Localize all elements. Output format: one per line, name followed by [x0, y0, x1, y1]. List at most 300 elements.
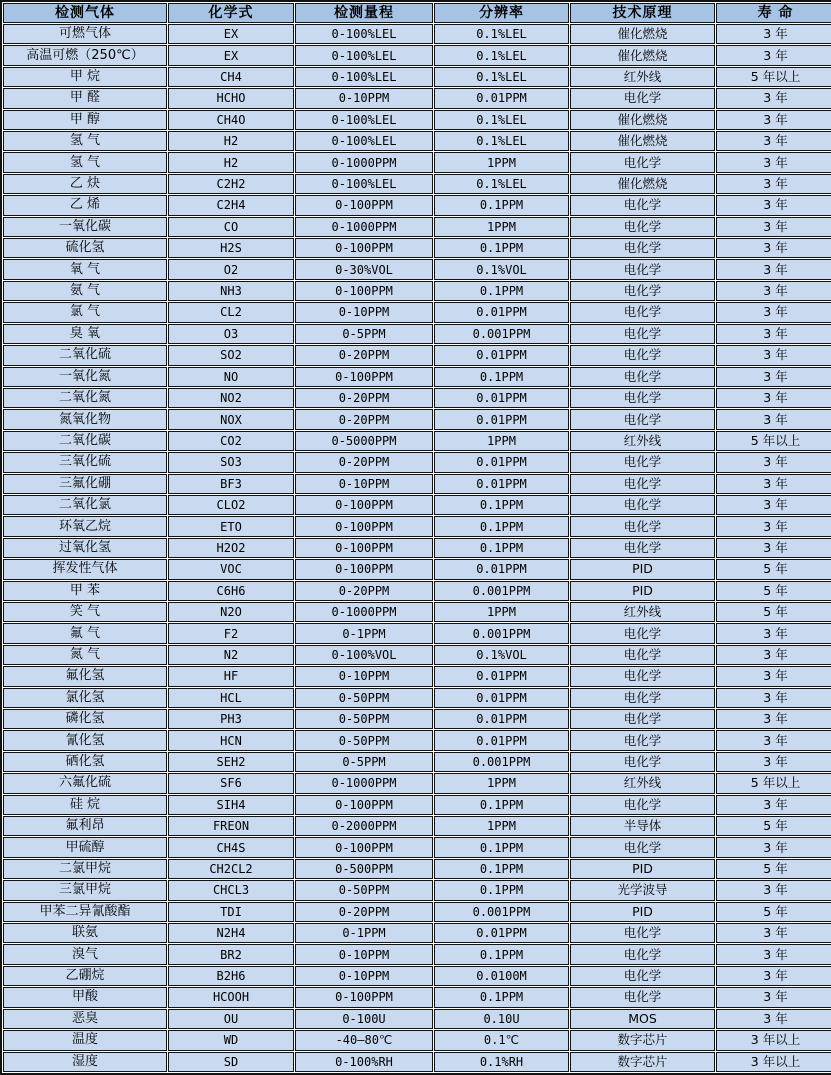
cell-technology: 电化学	[570, 752, 715, 772]
table-row	[3, 452, 831, 472]
cell-technology: 电化学	[570, 966, 715, 986]
cell-gas-name: 溴气	[3, 944, 167, 964]
cell-technology: 电化学	[570, 259, 715, 279]
cell-technology: 数字芯片	[570, 1052, 715, 1073]
table-row	[3, 88, 831, 108]
cell-detection-range: 0-20PPM	[295, 902, 433, 922]
cell-resolution: 0.1PPM	[434, 859, 569, 879]
cell-technology: 电化学	[570, 709, 715, 729]
cell-lifespan: 3 年	[716, 302, 831, 322]
cell-gas-name: 硒化氢	[3, 752, 167, 772]
table-row	[3, 666, 831, 686]
cell-chemical-formula: OU	[168, 1009, 294, 1029]
cell-technology: 电化学	[570, 388, 715, 408]
cell-chemical-formula: EX	[168, 45, 294, 65]
cell-resolution: 0.001PPM	[434, 902, 569, 922]
cell-lifespan: 3 年	[716, 623, 831, 643]
cell-lifespan: 3 年	[716, 666, 831, 686]
cell-detection-range: 0-100%LEL	[295, 131, 433, 151]
cell-lifespan: 3 年	[716, 730, 831, 750]
cell-resolution: 0.1PPM	[434, 516, 569, 536]
table-row	[3, 987, 831, 1007]
cell-lifespan: 3 年	[716, 24, 831, 44]
cell-technology: 电化学	[570, 645, 715, 665]
cell-gas-name: 二氧化氮	[3, 388, 167, 408]
cell-gas-name: 氟 气	[3, 623, 167, 643]
cell-chemical-formula: SIH4	[168, 795, 294, 815]
table-row	[3, 816, 831, 836]
cell-gas-name: 氮氧化物	[3, 409, 167, 429]
table-row	[3, 709, 831, 729]
table-row	[3, 880, 831, 900]
cell-lifespan: 3 年	[716, 645, 831, 665]
cell-resolution: 0.1PPM	[434, 538, 569, 558]
cell-lifespan: 3 年	[716, 88, 831, 108]
cell-lifespan: 3 年	[716, 281, 831, 301]
cell-resolution: 0.1PPM	[434, 880, 569, 900]
cell-lifespan: 3 年	[716, 217, 831, 237]
cell-chemical-formula: CLO2	[168, 495, 294, 515]
cell-lifespan: 3 年	[716, 837, 831, 857]
table-row	[3, 795, 831, 815]
cell-gas-name: 湿度	[3, 1052, 167, 1073]
table-row	[3, 152, 831, 172]
cell-gas-name: 硅 烷	[3, 795, 167, 815]
cell-technology: 电化学	[570, 302, 715, 322]
table-row	[3, 238, 831, 258]
cell-resolution: 0.001PPM	[434, 324, 569, 344]
cell-technology: 电化学	[570, 324, 715, 344]
cell-chemical-formula: NH3	[168, 281, 294, 301]
table-row	[3, 559, 831, 579]
cell-lifespan: 3 年	[716, 238, 831, 258]
cell-resolution: 0.01PPM	[434, 345, 569, 365]
table-row	[3, 24, 831, 44]
cell-detection-range: 0-20PPM	[295, 452, 433, 472]
table-row	[3, 623, 831, 643]
cell-chemical-formula: CO	[168, 217, 294, 237]
cell-chemical-formula: FREON	[168, 816, 294, 836]
cell-gas-name: 氧 气	[3, 259, 167, 279]
table-row	[3, 302, 831, 322]
cell-gas-name: 甲 烷	[3, 67, 167, 87]
cell-lifespan: 3 年	[716, 195, 831, 215]
cell-lifespan: 3 年	[716, 110, 831, 130]
cell-detection-range: 0-1000PPM	[295, 602, 433, 622]
cell-detection-range: 0-1000PPM	[295, 773, 433, 793]
cell-resolution: 0.1PPM	[434, 944, 569, 964]
cell-resolution: 0.1PPM	[434, 238, 569, 258]
table-row	[3, 367, 831, 387]
cell-gas-name: 六氟化硫	[3, 773, 167, 793]
cell-detection-range: 0-100U	[295, 1009, 433, 1029]
cell-chemical-formula: CO2	[168, 431, 294, 451]
cell-detection-range: 0-500PPM	[295, 859, 433, 879]
cell-lifespan: 3 年	[716, 795, 831, 815]
cell-detection-range: -40—80℃	[295, 1030, 433, 1050]
table-row	[3, 474, 831, 494]
cell-technology: 催化燃烧	[570, 45, 715, 65]
cell-technology: 电化学	[570, 516, 715, 536]
cell-chemical-formula: C2H4	[168, 195, 294, 215]
cell-detection-range: 0-100%LEL	[295, 174, 433, 194]
cell-gas-name: 恶臭	[3, 1009, 167, 1029]
cell-chemical-formula: CL2	[168, 302, 294, 322]
cell-detection-range: 0-10PPM	[295, 302, 433, 322]
cell-gas-name: 三氧化硫	[3, 452, 167, 472]
cell-resolution: 0.1PPM	[434, 987, 569, 1007]
cell-technology: 催化燃烧	[570, 131, 715, 151]
cell-technology: 电化学	[570, 474, 715, 494]
cell-chemical-formula: NOX	[168, 409, 294, 429]
cell-detection-range: 0-5PPM	[295, 752, 433, 772]
cell-gas-name: 挥发性气体	[3, 559, 167, 579]
cell-resolution: 0.1%LEL	[434, 67, 569, 87]
table-row	[3, 581, 831, 601]
cell-gas-name: 三氟化硼	[3, 474, 167, 494]
cell-lifespan: 3 年	[716, 516, 831, 536]
cell-chemical-formula: N2	[168, 645, 294, 665]
cell-detection-range: 0-1PPM	[295, 923, 433, 943]
cell-lifespan: 5 年	[716, 859, 831, 879]
cell-lifespan: 3 年	[716, 880, 831, 900]
cell-resolution: 0.1%LEL	[434, 110, 569, 130]
cell-chemical-formula: HCN	[168, 730, 294, 750]
table-row	[3, 217, 831, 237]
cell-technology: 数字芯片	[570, 1030, 715, 1050]
cell-gas-name: 氯化氢	[3, 688, 167, 708]
cell-chemical-formula: ETO	[168, 516, 294, 536]
cell-gas-name: 氢 气	[3, 152, 167, 172]
cell-technology: 电化学	[570, 217, 715, 237]
column-header-chemical-formula: 化学式	[168, 3, 294, 23]
cell-resolution: 0.0100M	[434, 966, 569, 986]
cell-resolution: 1PPM	[434, 773, 569, 793]
cell-chemical-formula: N2H4	[168, 923, 294, 943]
cell-gas-name: 甲酸	[3, 987, 167, 1007]
cell-chemical-formula: EX	[168, 24, 294, 44]
table-row	[3, 195, 831, 215]
cell-detection-range: 0-10PPM	[295, 966, 433, 986]
cell-resolution: 0.001PPM	[434, 752, 569, 772]
cell-chemical-formula: BR2	[168, 944, 294, 964]
cell-lifespan: 3 年	[716, 538, 831, 558]
cell-technology: PID	[570, 559, 715, 579]
cell-resolution: 0.1PPM	[434, 281, 569, 301]
cell-technology: 电化学	[570, 730, 715, 750]
table-row	[3, 688, 831, 708]
table-row	[3, 345, 831, 365]
cell-chemical-formula: TDI	[168, 902, 294, 922]
cell-resolution: 0.01PPM	[434, 452, 569, 472]
cell-lifespan: 3 年	[716, 1009, 831, 1029]
table-row	[3, 110, 831, 130]
cell-resolution: 0.1%LEL	[434, 45, 569, 65]
cell-detection-range: 0-100%LEL	[295, 45, 433, 65]
cell-technology: 电化学	[570, 88, 715, 108]
cell-technology: 电化学	[570, 195, 715, 215]
cell-resolution: 1PPM	[434, 602, 569, 622]
cell-detection-range: 0-100PPM	[295, 367, 433, 387]
table-row	[3, 431, 831, 451]
cell-technology: 电化学	[570, 409, 715, 429]
cell-lifespan: 3 年	[716, 452, 831, 472]
cell-resolution: 0.01PPM	[434, 88, 569, 108]
cell-detection-range: 0-100PPM	[295, 238, 433, 258]
cell-lifespan: 5 年	[716, 602, 831, 622]
table-row	[3, 944, 831, 964]
cell-resolution: 0.01PPM	[434, 388, 569, 408]
cell-gas-name: 氰化氢	[3, 730, 167, 750]
cell-gas-name: 一氧化碳	[3, 217, 167, 237]
column-header-technology: 技术原理	[570, 3, 715, 23]
cell-technology: MOS	[570, 1009, 715, 1029]
cell-gas-name: 联氨	[3, 923, 167, 943]
cell-detection-range: 0-100%RH	[295, 1052, 433, 1073]
cell-chemical-formula: O2	[168, 259, 294, 279]
cell-lifespan: 3 年	[716, 966, 831, 986]
cell-lifespan: 3 年	[716, 987, 831, 1007]
cell-gas-name: 硫化氢	[3, 238, 167, 258]
cell-lifespan: 3 年	[716, 474, 831, 494]
cell-chemical-formula: CH4S	[168, 837, 294, 857]
cell-lifespan: 3 年	[716, 409, 831, 429]
cell-lifespan: 3 年	[716, 259, 831, 279]
cell-lifespan: 3 年	[716, 174, 831, 194]
cell-detection-range: 0-100%VOL	[295, 645, 433, 665]
cell-lifespan: 3 年	[716, 688, 831, 708]
cell-resolution: 0.1PPM	[434, 837, 569, 857]
cell-lifespan: 5 年	[716, 581, 831, 601]
cell-gas-name: 氟化氢	[3, 666, 167, 686]
cell-gas-name: 二氯甲烷	[3, 859, 167, 879]
table-row	[3, 773, 831, 793]
cell-lifespan: 3 年	[716, 367, 831, 387]
cell-gas-name: 可燃气体	[3, 24, 167, 44]
cell-detection-range: 0-1000PPM	[295, 217, 433, 237]
table-row	[3, 730, 831, 750]
table-row	[3, 45, 831, 65]
table-row	[3, 645, 831, 665]
cell-detection-range: 0-20PPM	[295, 581, 433, 601]
cell-lifespan: 3 年	[716, 709, 831, 729]
cell-detection-range: 0-5000PPM	[295, 431, 433, 451]
cell-technology: 电化学	[570, 238, 715, 258]
cell-detection-range: 0-100PPM	[295, 795, 433, 815]
cell-lifespan: 5 年	[716, 902, 831, 922]
cell-detection-range: 0-2000PPM	[295, 816, 433, 836]
cell-chemical-formula: CH2CL2	[168, 859, 294, 879]
cell-gas-name: 乙 烯	[3, 195, 167, 215]
cell-gas-name: 甲苯二异氰酸酯	[3, 902, 167, 922]
table-row	[3, 131, 831, 151]
table-row	[3, 837, 831, 857]
cell-detection-range: 0-20PPM	[295, 388, 433, 408]
table-row	[3, 409, 831, 429]
cell-chemical-formula: VOC	[168, 559, 294, 579]
cell-resolution: 0.1%LEL	[434, 24, 569, 44]
table-row	[3, 281, 831, 301]
cell-lifespan: 5 年以上	[716, 67, 831, 87]
cell-chemical-formula: BF3	[168, 474, 294, 494]
cell-resolution: 0.01PPM	[434, 302, 569, 322]
cell-resolution: 0.1%VOL	[434, 645, 569, 665]
cell-lifespan: 3 年	[716, 345, 831, 365]
cell-chemical-formula: HCHO	[168, 88, 294, 108]
cell-technology: 催化燃烧	[570, 24, 715, 44]
cell-technology: 电化学	[570, 367, 715, 387]
table-row	[3, 538, 831, 558]
cell-chemical-formula: PH3	[168, 709, 294, 729]
cell-resolution: 0.1PPM	[434, 495, 569, 515]
cell-detection-range: 0-30%VOL	[295, 259, 433, 279]
cell-lifespan: 5 年以上	[716, 431, 831, 451]
cell-resolution: 0.1PPM	[434, 795, 569, 815]
cell-detection-range: 0-100%LEL	[295, 24, 433, 44]
cell-chemical-formula: SD	[168, 1052, 294, 1073]
cell-detection-range: 0-50PPM	[295, 880, 433, 900]
cell-lifespan: 3 年	[716, 388, 831, 408]
cell-detection-range: 0-100PPM	[295, 516, 433, 536]
column-header-detection-range: 检测量程	[295, 3, 433, 23]
cell-chemical-formula: C6H6	[168, 581, 294, 601]
cell-technology: 电化学	[570, 987, 715, 1007]
column-header-lifespan: 寿 命	[716, 3, 831, 23]
cell-gas-name: 二氧化氯	[3, 495, 167, 515]
cell-gas-name: 环氧乙烷	[3, 516, 167, 536]
cell-gas-name: 笑 气	[3, 602, 167, 622]
cell-chemical-formula: NO2	[168, 388, 294, 408]
cell-chemical-formula: O3	[168, 324, 294, 344]
cell-resolution: 0.01PPM	[434, 666, 569, 686]
cell-gas-name: 臭 氧	[3, 324, 167, 344]
cell-resolution: 0.1PPM	[434, 367, 569, 387]
cell-technology: 电化学	[570, 944, 715, 964]
cell-chemical-formula: HF	[168, 666, 294, 686]
cell-resolution: 0.01PPM	[434, 730, 569, 750]
cell-lifespan: 3 年	[716, 152, 831, 172]
cell-technology: PID	[570, 859, 715, 879]
cell-technology: 半导体	[570, 816, 715, 836]
cell-chemical-formula: WD	[168, 1030, 294, 1050]
table-row	[3, 923, 831, 943]
cell-lifespan: 3 年	[716, 495, 831, 515]
cell-gas-name: 二氧化硫	[3, 345, 167, 365]
cell-detection-range: 0-10PPM	[295, 666, 433, 686]
cell-technology: 催化燃烧	[570, 110, 715, 130]
cell-technology: 红外线	[570, 773, 715, 793]
cell-technology: 电化学	[570, 623, 715, 643]
cell-gas-name: 乙 炔	[3, 174, 167, 194]
table-row	[3, 67, 831, 87]
cell-resolution: 0.1%LEL	[434, 174, 569, 194]
cell-chemical-formula: H2O2	[168, 538, 294, 558]
cell-resolution: 0.01PPM	[434, 409, 569, 429]
cell-resolution: 1PPM	[434, 431, 569, 451]
cell-lifespan: 5 年	[716, 559, 831, 579]
cell-lifespan: 3 年以上	[716, 1030, 831, 1050]
cell-detection-range: 0-50PPM	[295, 730, 433, 750]
cell-detection-range: 0-10PPM	[295, 944, 433, 964]
table-row	[3, 752, 831, 772]
cell-technology: 电化学	[570, 666, 715, 686]
cell-technology: 电化学	[570, 795, 715, 815]
table-row	[3, 1030, 831, 1050]
cell-gas-name: 过氧化氢	[3, 538, 167, 558]
cell-chemical-formula: HCL	[168, 688, 294, 708]
cell-gas-name: 温度	[3, 1030, 167, 1050]
cell-gas-name: 甲硫醇	[3, 837, 167, 857]
cell-detection-range: 0-1000PPM	[295, 152, 433, 172]
table-row	[3, 859, 831, 879]
cell-chemical-formula: B2H6	[168, 966, 294, 986]
cell-detection-range: 0-50PPM	[295, 688, 433, 708]
cell-resolution: 0.1℃	[434, 1030, 569, 1050]
cell-lifespan: 3 年以上	[716, 1052, 831, 1073]
table-row	[3, 1009, 831, 1029]
cell-detection-range: 0-10PPM	[295, 88, 433, 108]
cell-resolution: 0.01PPM	[434, 688, 569, 708]
cell-chemical-formula: HCOOH	[168, 987, 294, 1007]
cell-technology: 催化燃烧	[570, 174, 715, 194]
cell-resolution: 1PPM	[434, 816, 569, 836]
cell-gas-name: 氢 气	[3, 131, 167, 151]
cell-technology: 电化学	[570, 923, 715, 943]
cell-lifespan: 3 年	[716, 923, 831, 943]
cell-technology: 红外线	[570, 67, 715, 87]
cell-gas-name: 磷化氢	[3, 709, 167, 729]
column-header-gas-name: 检测气体	[3, 3, 167, 23]
table-row	[3, 324, 831, 344]
cell-resolution: 0.01PPM	[434, 474, 569, 494]
cell-technology: 电化学	[570, 281, 715, 301]
cell-gas-name: 一氧化氮	[3, 367, 167, 387]
cell-technology: PID	[570, 581, 715, 601]
cell-chemical-formula: CHCL3	[168, 880, 294, 900]
cell-resolution: 0.10U	[434, 1009, 569, 1029]
cell-chemical-formula: C2H2	[168, 174, 294, 194]
cell-resolution: 0.01PPM	[434, 559, 569, 579]
cell-lifespan: 3 年	[716, 324, 831, 344]
cell-detection-range: 0-20PPM	[295, 345, 433, 365]
cell-detection-range: 0-100PPM	[295, 495, 433, 515]
cell-gas-name: 二氧化碳	[3, 431, 167, 451]
cell-chemical-formula: SF6	[168, 773, 294, 793]
cell-technology: 电化学	[570, 688, 715, 708]
cell-detection-range: 0-100%LEL	[295, 67, 433, 87]
cell-technology: 电化学	[570, 538, 715, 558]
table-row	[3, 495, 831, 515]
cell-resolution: 1PPM	[434, 217, 569, 237]
cell-technology: 电化学	[570, 345, 715, 365]
cell-lifespan: 3 年	[716, 944, 831, 964]
table-row	[3, 516, 831, 536]
cell-detection-range: 0-5PPM	[295, 324, 433, 344]
cell-chemical-formula: SO2	[168, 345, 294, 365]
cell-detection-range: 0-100PPM	[295, 559, 433, 579]
cell-lifespan: 3 年	[716, 752, 831, 772]
cell-resolution: 0.1%VOL	[434, 259, 569, 279]
cell-lifespan: 5 年以上	[716, 773, 831, 793]
table-header-row	[3, 3, 831, 23]
cell-detection-range: 0-10PPM	[295, 474, 433, 494]
cell-gas-name: 氨 气	[3, 281, 167, 301]
cell-resolution: 0.1PPM	[434, 195, 569, 215]
cell-chemical-formula: SO3	[168, 452, 294, 472]
table-row	[3, 602, 831, 622]
cell-detection-range: 0-100PPM	[295, 195, 433, 215]
cell-resolution: 0.001PPM	[434, 581, 569, 601]
